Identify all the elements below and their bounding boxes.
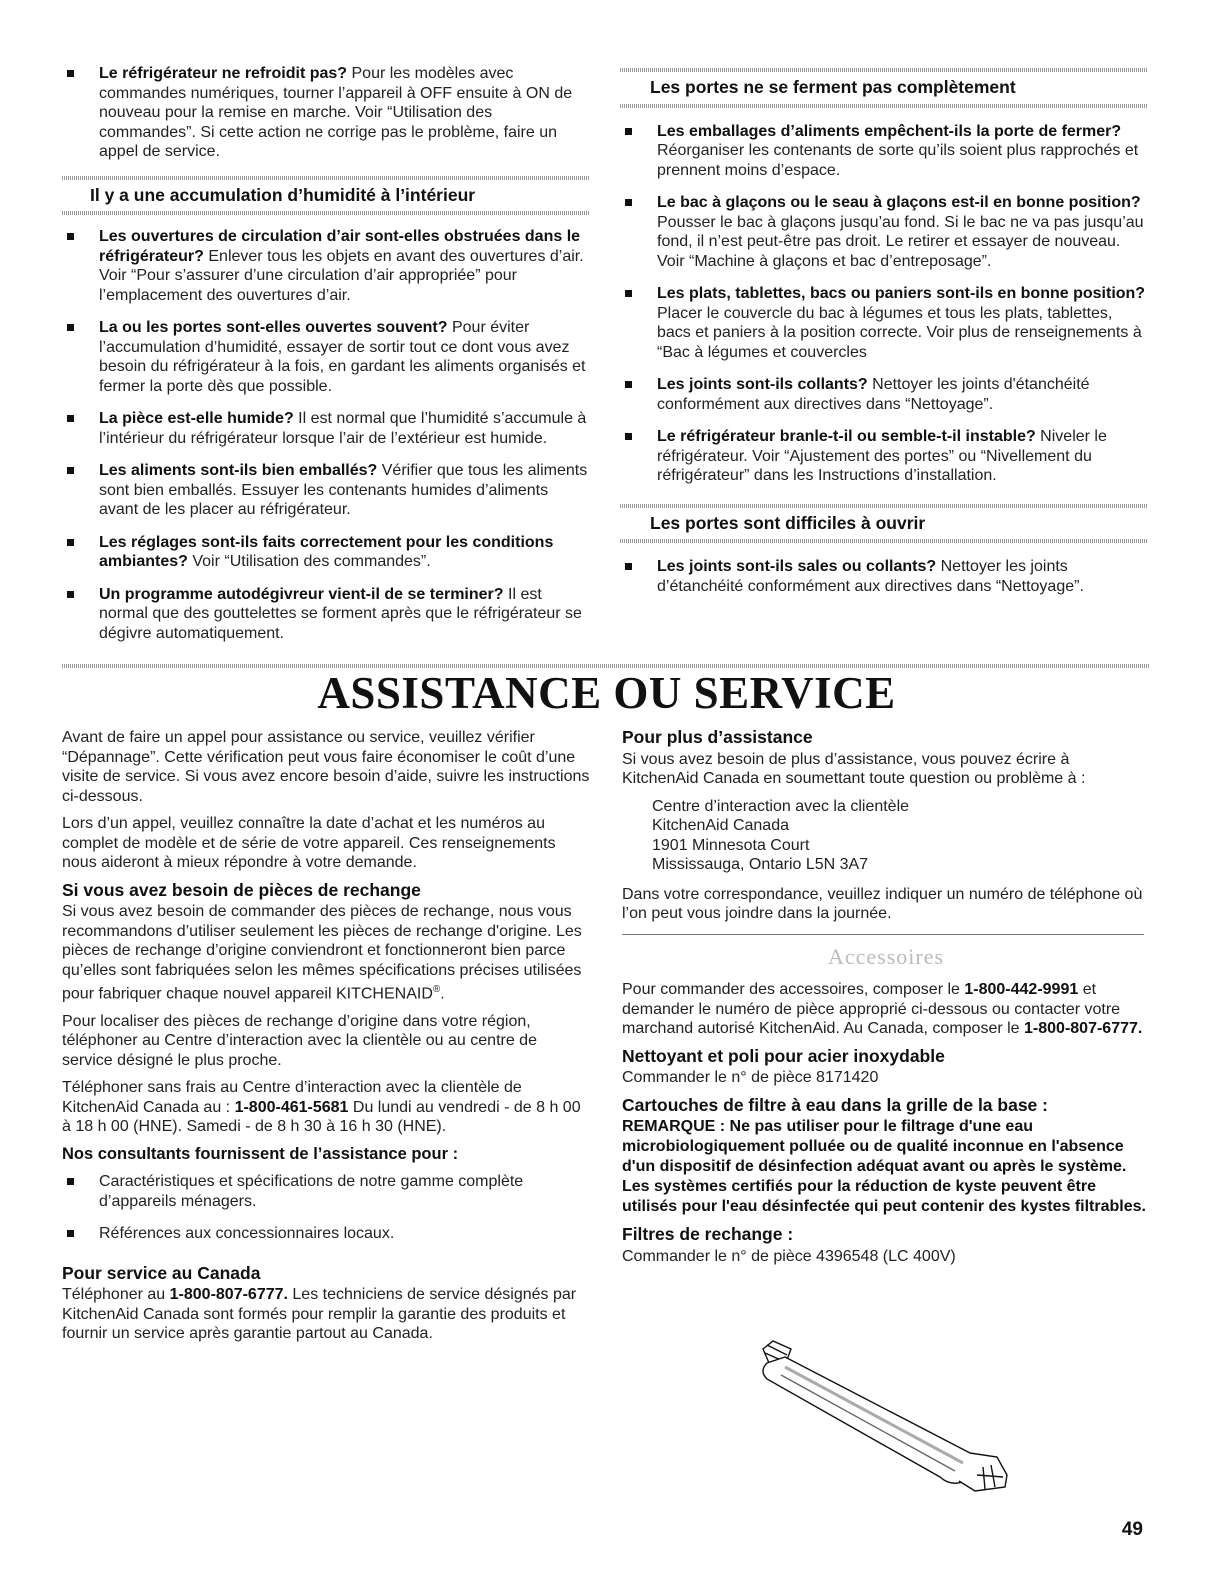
canada-heading: Pour service au Canada [62, 1262, 261, 1283]
parts-heading: Si vous avez besoin de pièces de rechange [62, 879, 421, 900]
section-divider [620, 104, 1148, 108]
filter-heading: Cartouches de filtre à eau dans la grille de la base : [622, 1094, 1048, 1115]
accessories-heading: Accessoires [827, 943, 945, 969]
write-paragraph: Si vous avez besoin de plus d’assistance, vous pouvez écrire à KitchenAid Canada en soumettant toute question ou problème à : [622, 750, 1086, 787]
canada-paragraph: Téléphoner au 1-800-807-6777. Les techniciens de service désignés par KitchenAid Canada sont formés pour remplir la garantie des produits et fournir un service après garantie partout au Canada. [62, 1286, 577, 1343]
filter-note: REMARQUE : Ne pas utiliser pour le filtrage d'une eau microbiologiquement polluée ou de qualité inconnue en l'absence d'un dispositif de désinfection adéquat avant ou après le système. Les systèmes certifiés pour la réduction de kyste peuvent être utilisés pour l'eau désinfectée qui peut contenir des kystes filtrables. [622, 1118, 1146, 1215]
right-top-column [620, 68, 1148, 609]
difficult-heading: Les portes sont difficiles à ouvrir [650, 512, 926, 533]
steel-heading: Nettoyant et poli pour acier inoxydable [622, 1045, 945, 1066]
list-item: La pièce est-elle humide? Il est normal que l’humidité s’accumule à l’intérieur du réfrigérateur lorsque l’air de l’extérieur est humide. [62, 409, 590, 448]
page-number: 49 [1121, 1519, 1143, 1540]
mailing-address [622, 797, 1150, 875]
left-bottom-column [62, 728, 590, 1352]
replacement-part: Commander le n° de pièce 4396548 (LC 400V) [622, 1247, 956, 1265]
accessories-paragraph: Pour commander des accessoires, composer le 1-800-442-9991 et demander le numéro de pièce approprié ci-dessous ou contacter votre marchand autorisé KitchenAid. Au Canada, composer le 1-800-807-6777. [622, 981, 1143, 1037]
list-item: Les réglages sont-ils faits correctement pour les conditions ambiantes? Voir “Utilisation des commandes”. [62, 533, 590, 572]
list-item: Les joints sont-ils sales ou collants? Nettoyer les joints d’étanchéité conformément aux directives dans “Nettoyage”. [620, 557, 1148, 596]
replacement-heading: Filtres de rechange : [622, 1224, 794, 1244]
right-bottom-column [622, 728, 1150, 1274]
page-title: ASSISTANCE OU SERVICE [317, 668, 896, 718]
locate-paragraph: Pour localiser des pièces de rechange d’origine dans votre région, téléphoner au Centre d’interaction avec la clientèle ou au centre de service désigné le plus proche. [62, 1012, 537, 1069]
section-divider [620, 539, 1148, 543]
humidity-heading: Il y a une accumulation d’humidité à l’intérieur [90, 184, 476, 205]
doors-heading: Les portes ne se ferment pas complètement [650, 77, 1016, 97]
list-item: Références aux concessionnaires locaux. [62, 1224, 590, 1244]
parts-paragraph: Si vous avez besoin de commander des pièces de rechange, nous vous recommandons d’utiliser seulement les pièces de rechange d'origine. Les pièces de rechange d’origine conviendront et fonctionneront bien parce qu’elles sont fabriquées selon les mêmes spécifications précises utilisées pour fabriquer chaque nouvel appareil KITCHENAID®. [62, 903, 582, 1003]
list-item: Le bac à glaçons ou le seau à glaçons est-il en bonne position? Pousser le bac à glaçons jusqu’au fond. Si le bac ne va pas jusqu’au fond, il n’est peut-être pas droit. Le retirer et essayer de nouveau. Voir “Machine à glaçons et bac d’entreposage”. [620, 193, 1148, 271]
address-line: KitchenAid Canada [652, 817, 789, 834]
consultants-heading: Nos consultants fournissent de l’assistance pour : [62, 1144, 459, 1163]
steel-part: Commander le n° de pièce 8171420 [622, 1069, 879, 1086]
list-item: Les aliments sont-ils bien emballés? Vérifier que tous les aliments sont bien emballés. Essuyer les contenants humides d’aliments avant de les placer au réfrigérateur. [62, 461, 590, 520]
call-paragraph: Lors d’un appel, veuillez connaître la date d’achat et les numéros au complet de modèle et de série de votre appareil. Ces renseignements nous aideront à mieux répondre à votre demande. [62, 815, 556, 871]
address-line: Mississauga, Ontario L5N 3A7 [652, 856, 869, 873]
list-item: Les plats, tablettes, bacs ou paniers sont-ils en bonne position? Placer le couvercle du bac à légumes et tous les plats, tablettes, bacs et paniers à la position correcte. Voir plus de renseignements à “Bac à légumes et couvercles [620, 284, 1148, 362]
list-item: Les joints sont-ils collants? Nettoyer les joints d'étanchéité conformément aux directives dans “Nettoyage”. [620, 375, 1148, 414]
list-item: Le réfrigérateur ne refroidit pas? Pour les modèles avec commandes numériques, tourner l’appareil à OFF ensuite à ON de nouveau pour la remise en marche. Voir “Utilisation des commandes”. Si cette action ne corrige pas le problème, faire un appel de service. [62, 64, 590, 162]
list-item: Les emballages d’aliments empêchent-ils la porte de fermer? Réorganiser les contenants de sorte qu’ils soient plus rapprochés et prennent moins d’espace. [620, 122, 1148, 181]
list-item: Caractéristiques et spécifications de notre gamme complète d’appareils ménagers. [62, 1172, 590, 1211]
address-line: 1901 Minnesota Court [652, 836, 810, 854]
list-item: Le réfrigérateur branle-t-il ou semble-t-il instable? Niveler le réfrigérateur. Voir “Ajustement des portes” ou “Nivellement du réfrigérateur” dans les Instructions d’installation. [620, 427, 1148, 486]
correspondence-paragraph: Dans votre correspondance, veuillez indiquer un numéro de téléphone où l’on peut vous joindre dans la journée. [622, 885, 1143, 922]
list-item: La ou les portes sont-elles ouvertes souvent? Pour éviter l’accumulation d’humidité, essayer de sortir tout ce dont vous avez besoin du réfrigérateur à la fois, en gardant les aliments organisés et fermer la porte dès que possible. [62, 318, 590, 396]
address-line: Centre d’interaction avec la clientèle [652, 797, 910, 815]
section-divider [62, 211, 590, 215]
list-item: Un programme autodégivreur vient-il de se terminer? Il est normal que des gouttelettes se forment après que le réfrigérateur se dégivre automatiquement. [62, 585, 590, 644]
accessories-rule [622, 934, 1144, 935]
intro-paragraph: Avant de faire un appel pour assistance ou service, veuillez vérifier “Dépannage”. Cette vérification peut vous faire économiser le coût d’une visite de service. Si vous avez encore besoin d’aide, suivre les instructions ci-dessous. [62, 729, 590, 805]
more-assistance-heading: Pour plus d’assistance [622, 727, 813, 747]
list-item: Les ouvertures de circulation d’air sont-elles obstruées dans le réfrigérateur? Enlever tous les objets en avant des ouvertures d’air. Voir “Pour s’assurer d’une circulation d’air appropriée” pour l’emplacement des ouvertures d’air. [62, 227, 590, 305]
left-top-column [62, 64, 590, 643]
water-filter-cartridge-illustration [745, 1335, 1020, 1495]
phone-paragraph: Téléphoner sans frais au Centre d’interaction avec la clientèle de KitchenAid Canada au : 1-800-461-5681 Du lundi au vendredi - de 8 h 00 à 18 h 00 (HNE). Samedi - de 8 h 30 à 16 h 30 (HNE). [62, 1079, 581, 1136]
